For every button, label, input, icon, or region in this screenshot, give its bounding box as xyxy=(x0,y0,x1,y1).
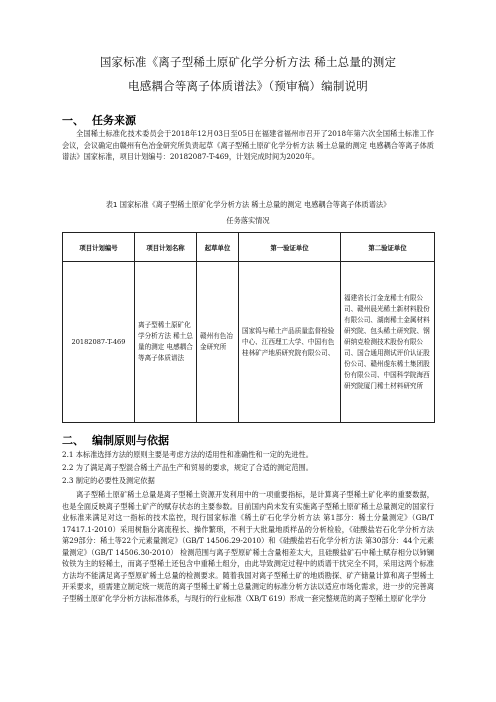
clause-2-3: 2.3 制定的必要性及测定依据 xyxy=(62,476,155,485)
section1-number: 一、 xyxy=(62,114,84,127)
section1-paragraph xyxy=(62,128,434,163)
section1-paragraph-text: 全国稀土标准化技术委员会于2018年12月03日至05日在福建省福州市召开了2018年第六次全国稀土标准工作会议，会议确定由赣州有色冶金研究所负责起草《离子型稀土原矿化学分析方法 稀土总量的测定 电感耦合等离子体质谱法》国家标准，项目计划编号：20182087-T-469，计划完成时间为2020年。 xyxy=(62,129,434,161)
cell-drafter: 赣州有色冶金研究所 xyxy=(197,262,239,423)
cell-verifier1: 国家钨与稀土产品质量监督检验中心、江西理工大学、中国有色桂林矿产地质研究院有限公司、 xyxy=(239,262,341,423)
header-plan-code: 项目计划编号 xyxy=(63,233,135,262)
section2-number: 二、 xyxy=(62,434,84,447)
section1-heading xyxy=(62,112,136,128)
clause-2-1: 2.1 本标准选择方法的原则主要是考虑方法的适用性和准确性和一定的先进性。 xyxy=(62,450,313,459)
table1-caption-line1: 表1 国家标准《离子型稀土原矿化学分析方法 稀土总量的测定 电感耦合等离子体质谱法》 xyxy=(105,200,391,209)
clause-2-2: 2.2 为了满足离子型混合稀土产品生产和贸易的要求，规定了合适的测定范围。 xyxy=(62,463,313,472)
section2-heading xyxy=(62,432,169,448)
cell-plan-code: 20182087-T-469 xyxy=(63,262,135,423)
section2-title: 编制原则与依据 xyxy=(92,434,169,447)
document-title-line1: 国家标准《离子型稀土原矿化学分析方法 稀土总量的测定 xyxy=(99,55,397,69)
cell-plan-name: 离子型稀土原矿化学分析方法 稀土总量的测定 电感耦合等离子体质谱法 xyxy=(135,262,197,423)
document-title-line2: 电感耦合等离子体质谱法》（预审稿）编制说明 xyxy=(128,79,368,93)
table-row xyxy=(63,262,435,423)
task-table-header-row xyxy=(63,233,435,262)
section2-body-paragraph xyxy=(62,489,434,604)
header-verifier2: 第二验证单位 xyxy=(341,233,435,262)
header-verifier1: 第一验证单位 xyxy=(239,233,341,262)
header-plan-name: 项目计划名称 xyxy=(135,233,197,262)
cell-verifier2: 福建省长汀金龙稀土有限公司、赣州晨光稀土新材料股份有限公司、湖南稀土金属材料研究院、包头稀土研究院、钢研纳克检测技术股份有限公司、国合通用测试评价认证股份公司、赣州虔东稀土集团股份有限公司、中国科学院海西研究院厦门稀土材料研究所 xyxy=(341,262,435,423)
task-table xyxy=(62,232,435,423)
table1-caption-line2: 任务落实情况 xyxy=(226,216,270,225)
section1-title: 任务来源 xyxy=(92,114,136,127)
section2-body-text: 离子型稀土原矿稀土总量是离子型稀土资源开发利用中的一项重要指标，是计算离子型稀土矿化率的重要数据，也是全面反映离子型稀土矿产的赋存状态的主要参数。目前国内尚未发有实施离子型稀土原矿稀土总量测定的国家行业标准来满足对这一指标的技术监控，现行国家标准《稀土矿石化学分析方法 第1部分：稀土分量测定》（GB/T 17417.1-2010）采用树脂分离流程长、操作繁琐，不利于大批量地质样品的分析检验，《硅酸盐岩石化学分析方法 第29部分：稀土等22个元素量测定》（GB/T 14506.29-2010）和《硅酸盐岩石化学分析方法 第30部分：44个元素量测定》（GB/T 14506.30-2010） 检测范围与离子型原矿稀土含量相差太大，且硅酸盐矿石中稀土赋存相分以铈镧钕铁为主的轻稀土，而离子型稀土还包含中重稀土组分，由此导致测定过程中的质谱干扰完全不同，采用这两个标准方法均不能满足离子型原矿稀土总量的检测要求。随着我国对离子型稀土矿的地质勘探、矿产储量计算和离子型稀土开采要求，亟需建立制定统一规范的离子型稀土矿稀土总量测定的标准分析方法以适应市场化需求，进一步的完善离子型稀土原矿化学分析方法标准体系，与现行的行业标准（XB/T 619）形成一套完整规范的离子型稀土原矿化学分 xyxy=(62,490,434,603)
header-drafter: 起草单位 xyxy=(197,233,239,262)
